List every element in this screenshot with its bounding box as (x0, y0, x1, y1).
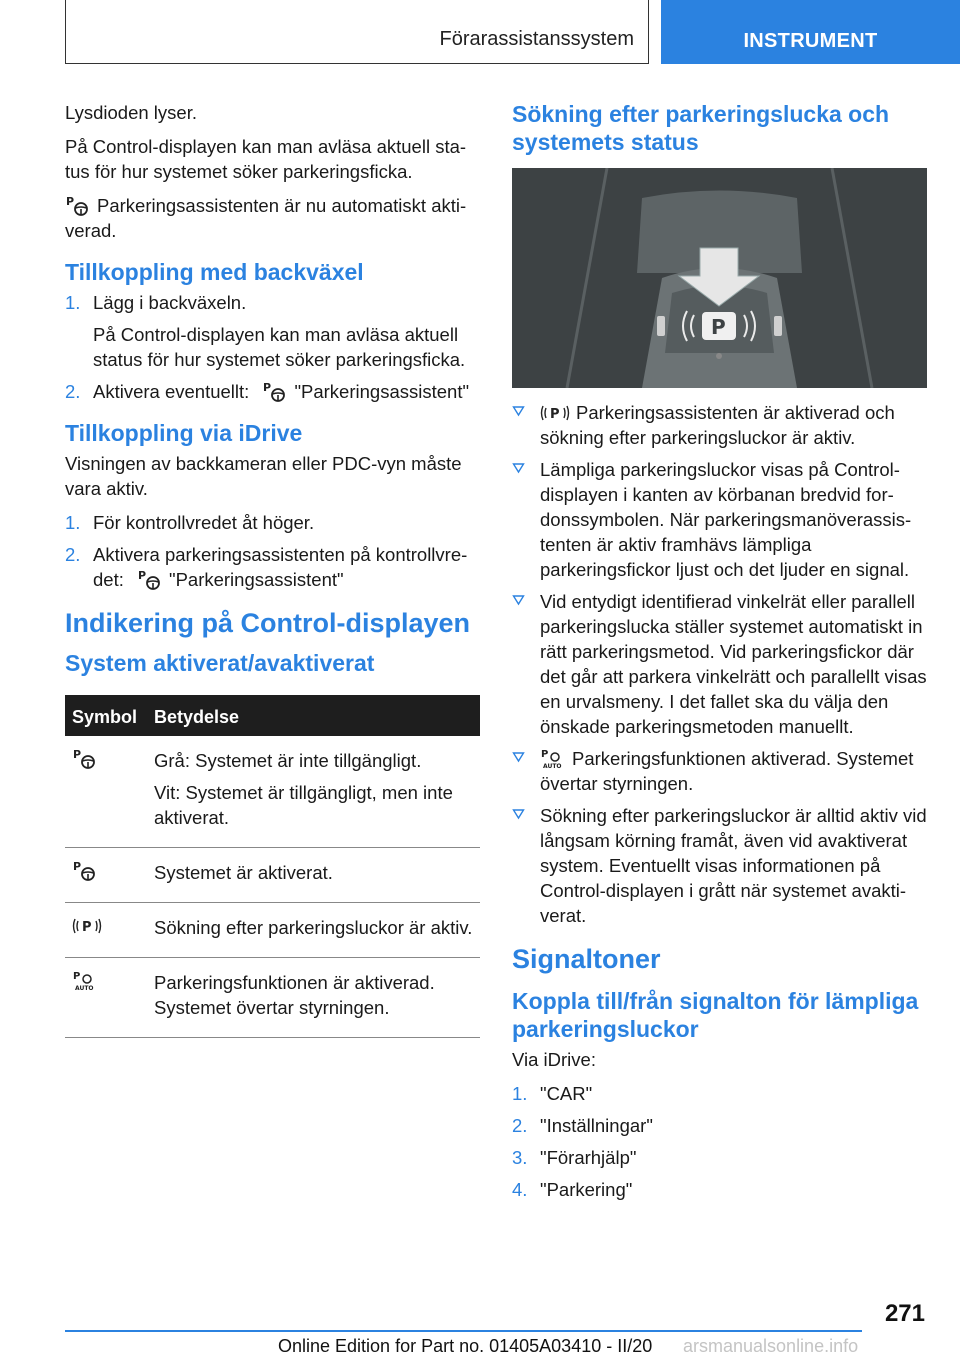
step-text: "Parkeringsassistent" (169, 569, 344, 590)
triangle-bullet-icon (512, 461, 525, 474)
symbol-table (65, 695, 480, 1038)
step-number: 1. (65, 292, 81, 313)
list-item (512, 803, 927, 928)
parking-assistant-icon (65, 195, 91, 217)
chapter-tab[interactable] (661, 0, 960, 64)
step-text: För kontrollvredet åt höger. (93, 512, 315, 533)
svg-text:P: P (263, 381, 272, 394)
svg-text:AUTO: AUTO (75, 985, 94, 992)
svg-text:P: P (82, 920, 92, 935)
list-item (65, 542, 480, 592)
heading-idrive: Tillkoppling via iDrive (65, 420, 303, 446)
control-display-illustration (512, 168, 927, 388)
list-item (65, 379, 480, 404)
parking-auto-icon (72, 970, 98, 992)
svg-text:AUTO: AUTO (543, 763, 562, 770)
triangle-bullet-icon (512, 807, 525, 820)
svg-text:P: P (73, 748, 82, 761)
step-text: Aktivera parkeringsassistenten på kontrollvredet: (93, 544, 468, 590)
backvaxel-steps (65, 290, 480, 404)
heading-signaltoner: Signaltoner (512, 944, 661, 974)
svg-text:P: P (541, 749, 549, 760)
table-row (65, 736, 480, 848)
footer-edition-text: Online Edition for Part no. 01405A03410 - II/20 (278, 1336, 653, 1356)
table-header-row (65, 695, 480, 736)
paragraph: Visningen av backkameran eller PDC-vyn måste vara aktiv. (65, 453, 462, 499)
list-item (512, 400, 927, 450)
bullet-text: Vid entydigt identifierad vinkelrät eller parallell parkeringslucka ställer systemet automatiskt in rätt parkeringsmetod. Vid parkeringsfickor där det går att parkera vinkelrätt och parallellt visas en urvalsmeny. I det fallet ska du välja den önskade parkeringsmetoden manuellt. (540, 591, 927, 737)
signal-steps (512, 1081, 927, 1202)
paragraph: På Control-displayen kan man avläsa aktuell status för hur systemet söker parkeringsficka. (65, 136, 467, 182)
control-display-photo (512, 168, 927, 388)
bullet-text: Parkeringsfunktionen aktiverad. Systemet övertar styrningen. (540, 748, 914, 794)
left-column (65, 100, 480, 1038)
parking-assistant-icon (72, 860, 98, 882)
heading-indikering: Indikering på Control-displayen (65, 608, 471, 638)
step-number: 4. (512, 1179, 528, 1200)
cell-text: Parkeringsfunktionen är aktiverad. Systemet övertar styrningen. (154, 972, 435, 1018)
column-header-symbol: Symbol (72, 707, 138, 727)
paragraph (65, 193, 480, 243)
running-header (65, 0, 649, 64)
list-item (512, 746, 927, 796)
step-text: Lägg i backväxeln. (93, 292, 247, 313)
svg-text:P: P (138, 569, 147, 582)
step-subtext: På Control-displayen kan man avläsa aktuell status för hur systemet söker parkeringsficka. (93, 324, 466, 370)
chapter-tab-label: INSTRUMENT (743, 30, 878, 52)
paragraph-text: Parkeringsassistenten är nu automatiskt aktiverad. (65, 195, 467, 241)
table-row (65, 848, 480, 903)
step-text: "Förarhjälp" (540, 1147, 637, 1168)
parking-auto-icon (540, 748, 566, 770)
list-item (512, 1081, 927, 1106)
step-text: "Inställningar" (540, 1115, 653, 1136)
svg-text:P: P (550, 407, 560, 422)
footer-divider (65, 1330, 862, 1332)
svg-text:P: P (73, 971, 81, 982)
list-item (65, 510, 480, 535)
step-number: 1. (512, 1083, 528, 1104)
status-bullets (512, 400, 927, 928)
heading-koppla: Koppla till/från signalton för lämpliga parkeringsluckor (512, 988, 919, 1042)
triangle-bullet-icon (512, 593, 525, 606)
heading-backvaxel: Tillkoppling med backväxel (65, 259, 364, 285)
bullet-text: Lämpliga parkeringsluckor visas på Control-displayen i kanten av körbanan bredvid fordonssymbolen. När parkeringsmanöverassistenten är aktiv framhävs lämpliga parkeringsfickor ljust och det ljuder en signal. (540, 459, 912, 580)
column-header-meaning: Betydelse (154, 707, 240, 727)
step-number: 2. (65, 381, 81, 402)
svg-text:P: P (711, 315, 726, 339)
heading-system: System aktiverat/avaktiverat (65, 650, 375, 676)
svg-text:P: P (66, 195, 75, 208)
list-item (512, 1145, 927, 1170)
step-number: 2. (512, 1115, 528, 1136)
step-text: "CAR" (540, 1083, 593, 1104)
triangle-bullet-icon (512, 750, 525, 763)
step-text: "Parkering" (540, 1179, 633, 1200)
paragraph: Lysdioden lyser. (65, 102, 197, 123)
list-item (512, 457, 927, 582)
step-text: Aktivera eventuellt: (93, 381, 250, 402)
step-number: 1. (65, 512, 81, 533)
idrive-steps (65, 510, 480, 592)
step-number: 3. (512, 1147, 528, 1168)
table-row (65, 903, 480, 958)
triangle-bullet-icon (512, 404, 525, 417)
parking-assistant-icon (262, 381, 288, 403)
list-item (65, 290, 480, 372)
bullet-text: Parkeringsassistenten är aktiverad och sökning efter parkeringsluckor är aktiv. (540, 402, 895, 448)
heading-sokning: Sökning efter parkeringslucka och systemets status (512, 101, 890, 155)
cell-text: Grå: Systemet är inte tillgängligt. (154, 750, 422, 771)
section-title: Förarassistanssystem (439, 28, 634, 50)
cell-text: Systemet är aktiverat. (154, 862, 333, 883)
right-column (512, 100, 927, 1209)
list-item (512, 1113, 927, 1138)
list-item (512, 1177, 927, 1202)
parking-search-icon (540, 402, 570, 424)
bullet-text: Sökning efter parkeringsluckor är alltid aktiv vid långsam körning framåt, även vid avaktiverat system. Eventuellt visas informationen på Control-displayen i grått när systemet avaktiverat. (540, 805, 927, 926)
paragraph: Via iDrive: (512, 1049, 596, 1070)
cell-text: Vit: Systemet är tillgängligt, men inte aktiverat. (154, 782, 453, 828)
svg-text:P: P (73, 860, 82, 873)
page-number: 271 (884, 1300, 925, 1327)
parking-assistant-icon (72, 748, 98, 770)
parking-search-icon (72, 915, 102, 937)
cell-text: Sökning efter parkeringsluckor är aktiv. (154, 917, 473, 938)
step-number: 2. (65, 544, 81, 565)
parking-assistant-icon (137, 569, 163, 591)
list-item (512, 589, 927, 739)
footer-watermark: arsmanualsonline.info (683, 1336, 859, 1356)
table-row (65, 958, 480, 1038)
step-text: "Parkeringsassistent" (294, 381, 470, 402)
